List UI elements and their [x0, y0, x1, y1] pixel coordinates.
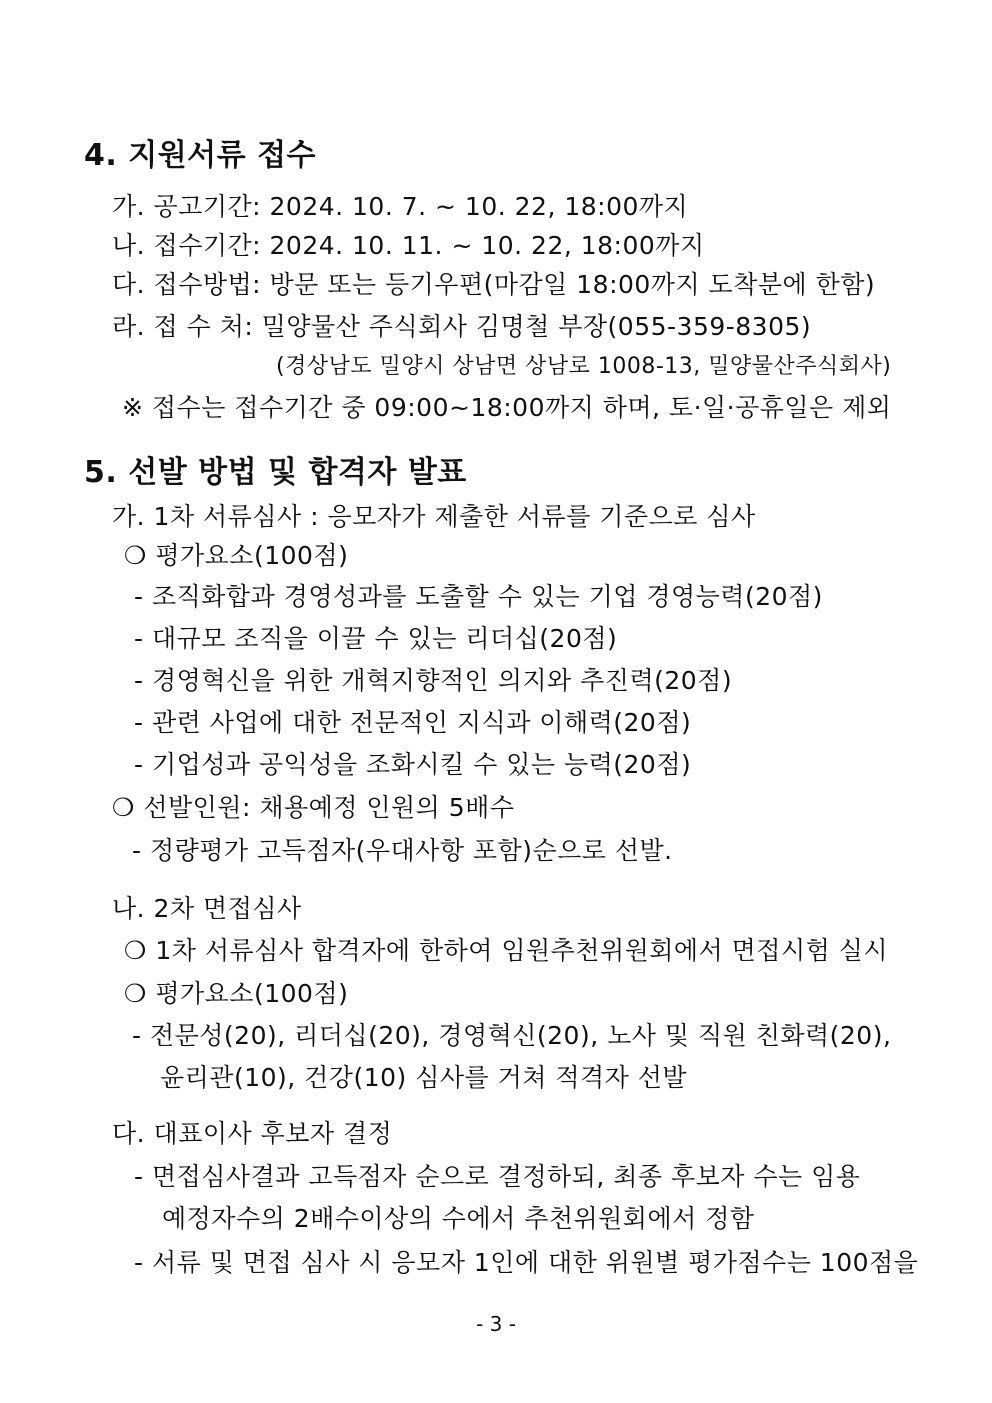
reception-address: (경상남도 밀양시 상남면 상남로 1008-13, 밀양물산주식회사) — [276, 354, 892, 379]
candidate-decision-heading: 다. 대표이사 후보자 결정 — [112, 1119, 393, 1148]
interview-item: ❍ 1차 서류심사 합격자에 한하여 임원추천위원회에서 면접시험 실시 — [124, 936, 888, 965]
first-eval-item: - 조직화합과 경영성과를 도출할 수 있는 기업 경영능력(20점) — [134, 582, 823, 611]
reception-period: 나. 접수기간: 2024. 10. 11. ~ 10. 22, 18:00까지 — [112, 231, 705, 260]
page-number: - 3 - — [476, 1312, 516, 1336]
selection-count: ❍ 선발인원: 채용예정 인원의 5배수 — [112, 793, 515, 822]
selection-method: - 정량평가 고득점자(우대사항 포함)순으로 선발. — [132, 836, 673, 865]
first-eval-item: - 경영혁신을 위한 개혁지향적인 의지와 추진력(20점) — [134, 666, 733, 695]
section-4-title: 4. 지원서류 접수 — [84, 138, 317, 173]
candidate-decision-item: - 서류 및 면접 심사 시 응모자 1인에 대한 위원별 평가점수는 100점을 — [134, 1248, 919, 1277]
first-screening-heading: 가. 1차 서류심사 : 응모자가 제출한 서류를 기준으로 심사 — [112, 502, 756, 531]
posting-period: 가. 공고기간: 2024. 10. 7. ~ 10. 22, 18:00까지 — [112, 192, 689, 221]
first-eval-title: ❍ 평가요소(100점) — [124, 541, 349, 570]
first-eval-item: - 기업성과 공익성을 조화시킬 수 있는 능력(20점) — [134, 750, 692, 779]
reception-note: ※ 접수는 접수기간 중 09:00~18:00까지 하며, 토·일·공휴일은 제외 — [122, 393, 892, 422]
first-eval-item: - 대규모 조직을 이끌 수 있는 리더십(20점) — [134, 624, 618, 653]
candidate-decision-item-cont: 예정자수의 2배수이상의 수에서 추천위원회에서 정함 — [162, 1204, 755, 1233]
interview-eval-title: ❍ 평가요소(100점) — [124, 979, 349, 1008]
section-5-title: 5. 선발 방법 및 합격자 발표 — [84, 455, 467, 490]
interview-eval-item: - 전문성(20), 리더십(20), 경영혁신(20), 노사 및 직원 친화력(20), — [132, 1021, 892, 1050]
interview-eval-item-cont: 윤리관(10), 건강(10) 심사를 거쳐 적격자 선발 — [160, 1063, 688, 1092]
candidate-decision-item: - 면접심사결과 고득점자 순으로 결정하되, 최종 후보자 수는 임용 — [134, 1162, 861, 1191]
reception-place: 라. 접 수 처: 밀양물산 주식회사 김명철 부장(055-359-8305) — [112, 312, 812, 341]
interview-heading: 나. 2차 면접심사 — [112, 894, 302, 923]
first-eval-item: - 관련 사업에 대한 전문적인 지식과 이해력(20점) — [134, 708, 692, 737]
reception-method: 다. 접수방법: 방문 또는 등기우편(마감일 18:00까지 도착분에 한함) — [112, 270, 876, 299]
